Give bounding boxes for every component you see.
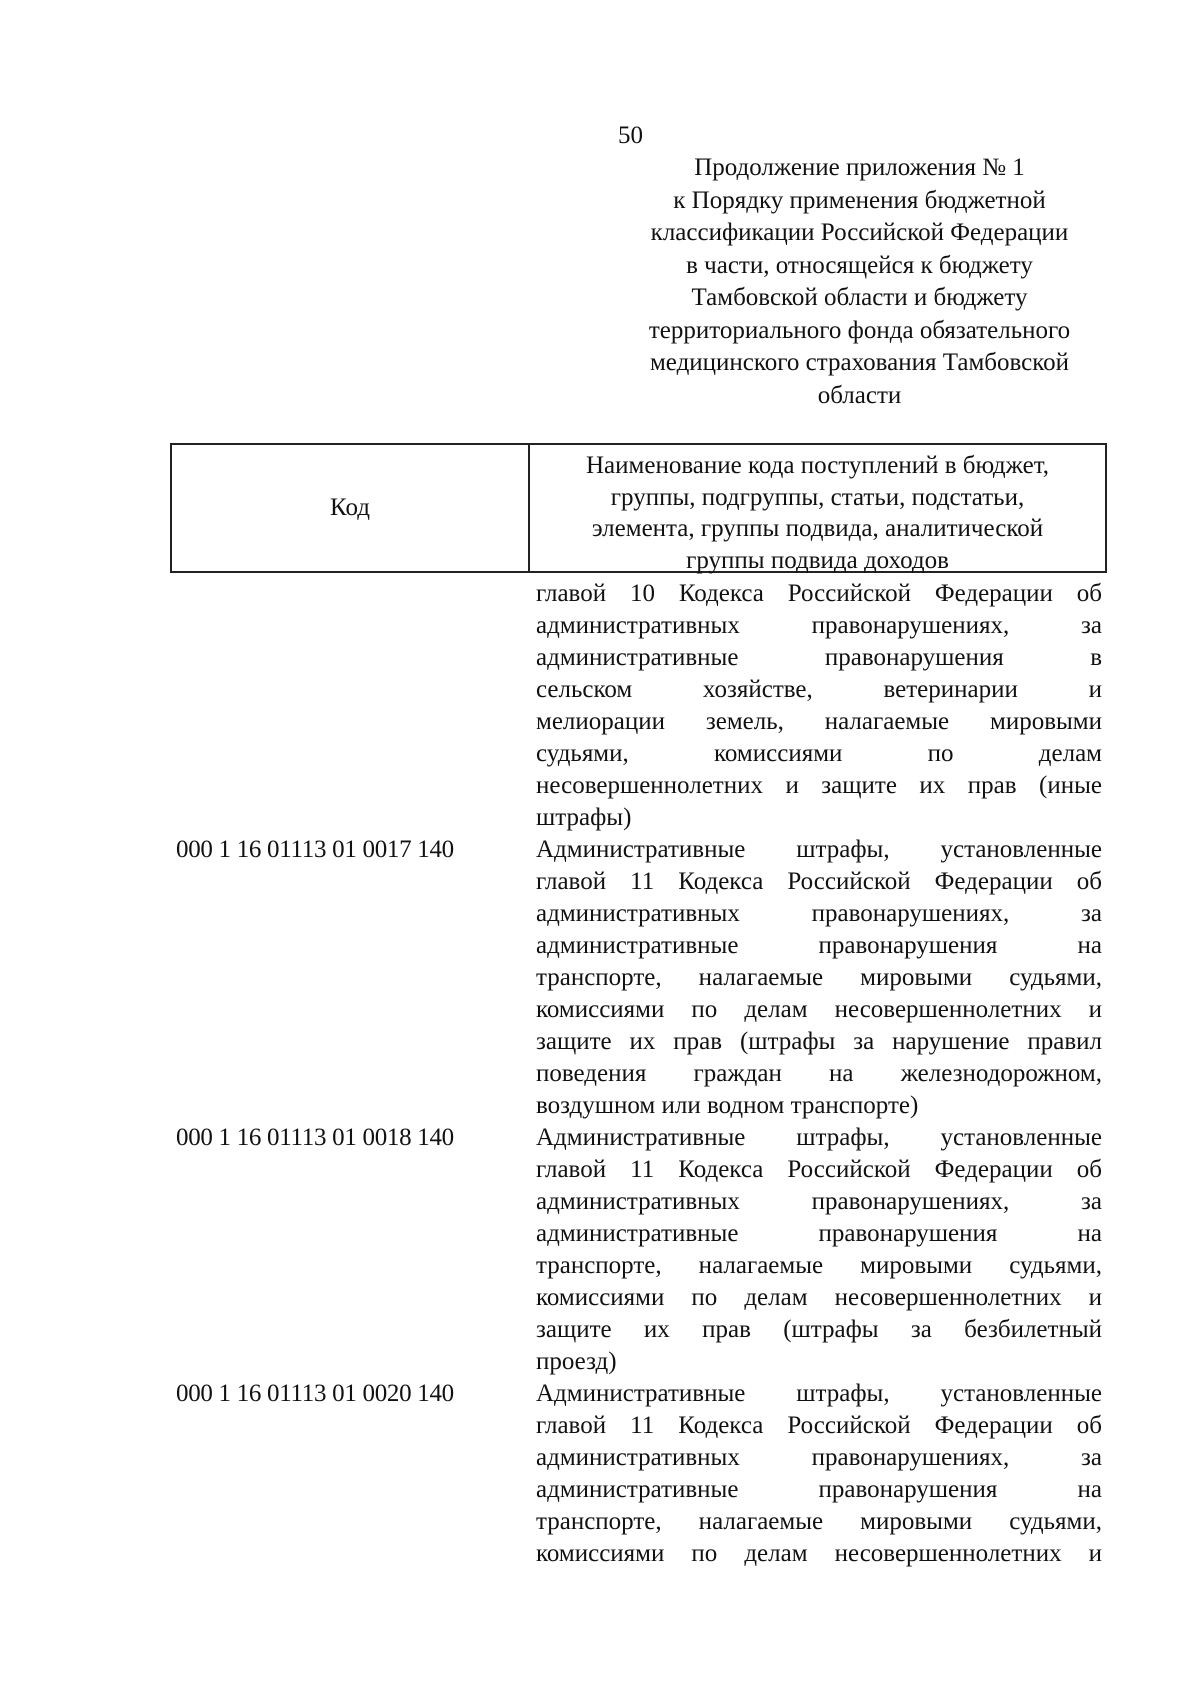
description-line: Административные штрафы, установленные — [536, 1124, 1102, 1151]
table-header — [170, 443, 1107, 573]
continuation-description — [536, 578, 1102, 834]
description-line: административных правонарушениях, за — [536, 900, 1102, 927]
description-line: комиссиями по делам несовершеннолетних и — [536, 996, 1102, 1023]
description-line: административные правонарушения на — [536, 932, 1102, 959]
table-row-description — [536, 834, 1102, 1122]
table-row-description — [536, 1122, 1102, 1378]
description-line: мелиорации земель, налагаемые мировыми — [536, 708, 1102, 735]
description-line: транспорте, налагаемые мировыми судьями, — [536, 1252, 1102, 1279]
column-header-name-line: группы, подгруппы, статьи, подстатьи, — [610, 483, 1025, 511]
description-line: административных правонарушениях, за — [536, 1444, 1102, 1471]
table-row-code: 000 1 16 01113 01 0018 140 — [176, 1124, 454, 1151]
annex-header-line: территориального фонда обязательного — [648, 316, 1071, 344]
column-header-code: Код — [330, 494, 370, 521]
description-line: воздушном или водном транспорте) — [536, 1092, 919, 1119]
description-line: административных правонарушениях, за — [536, 1188, 1102, 1215]
description-line: главой 11 Кодекса Российской Федерации об — [536, 1412, 1102, 1439]
description-line: административные правонарушения на — [536, 1476, 1102, 1503]
description-line: защите их прав (штрафы за безбилетный — [536, 1316, 1102, 1343]
description-line: проезд) — [536, 1348, 617, 1375]
annex-header-line: классификации Российской Федерации — [650, 219, 1069, 246]
description-line: главой 11 Кодекса Российской Федерации об — [536, 868, 1102, 895]
annex-header-line: медицинского страхования Тамбовской — [649, 349, 1070, 376]
annex-header-line: области — [817, 381, 902, 409]
annex-header-line: к Порядку применения бюджетной — [673, 186, 1046, 214]
column-header-name-line: элемента, группы подвида, аналитической — [591, 515, 1044, 542]
table-row-code: 000 1 16 01113 01 0020 140 — [176, 1380, 454, 1407]
annex-header-line: в части, относящейся к бюджету — [686, 251, 1033, 279]
description-line: защите их прав (штрафы за нарушение правил — [536, 1028, 1102, 1055]
description-line: административные правонарушения в — [536, 644, 1102, 671]
column-header-name-line: группы подвида доходов — [686, 546, 949, 574]
description-line: штрафы) — [536, 804, 632, 831]
column-header-name — [530, 450, 1105, 576]
description-line: Административные штрафы, установленные — [536, 1380, 1102, 1407]
description-line: главой 11 Кодекса Российской Федерации об — [536, 1156, 1102, 1183]
description-line: транспорте, налагаемые мировыми судьями, — [536, 1508, 1102, 1535]
description-line: административные правонарушения на — [536, 1220, 1102, 1247]
table-row-code: 000 1 16 01113 01 0017 140 — [176, 836, 454, 863]
table-row-description — [536, 1378, 1102, 1570]
description-line: главой 10 Кодекса Российской Федерации об — [536, 580, 1102, 607]
description-line: судьями, комиссиями по делам — [536, 740, 1102, 767]
description-line: поведения граждан на железнодорожном, — [536, 1060, 1102, 1087]
description-line: административных правонарушениях, за — [536, 612, 1102, 639]
description-line: несовершеннолетних и защите их прав (иные — [536, 772, 1102, 799]
description-line: Административные штрафы, установленные — [536, 836, 1102, 863]
page-number: 50 — [618, 122, 643, 149]
description-line: сельском хозяйстве, ветеринарии и — [536, 676, 1102, 703]
annex-header-line: Продолжение приложения № 1 — [694, 154, 1025, 181]
description-line: комиссиями по делам несовершеннолетних и — [536, 1540, 1102, 1567]
description-line: транспорте, налагаемые мировыми судьями, — [536, 964, 1102, 991]
column-header-name-line: Наименование кода поступлений в бюджет, — [586, 452, 1049, 479]
annex-header-line: Тамбовской области и бюджету — [691, 284, 1028, 311]
annex-header — [612, 152, 1107, 412]
description-line: комиссиями по делам несовершеннолетних и — [536, 1284, 1102, 1311]
